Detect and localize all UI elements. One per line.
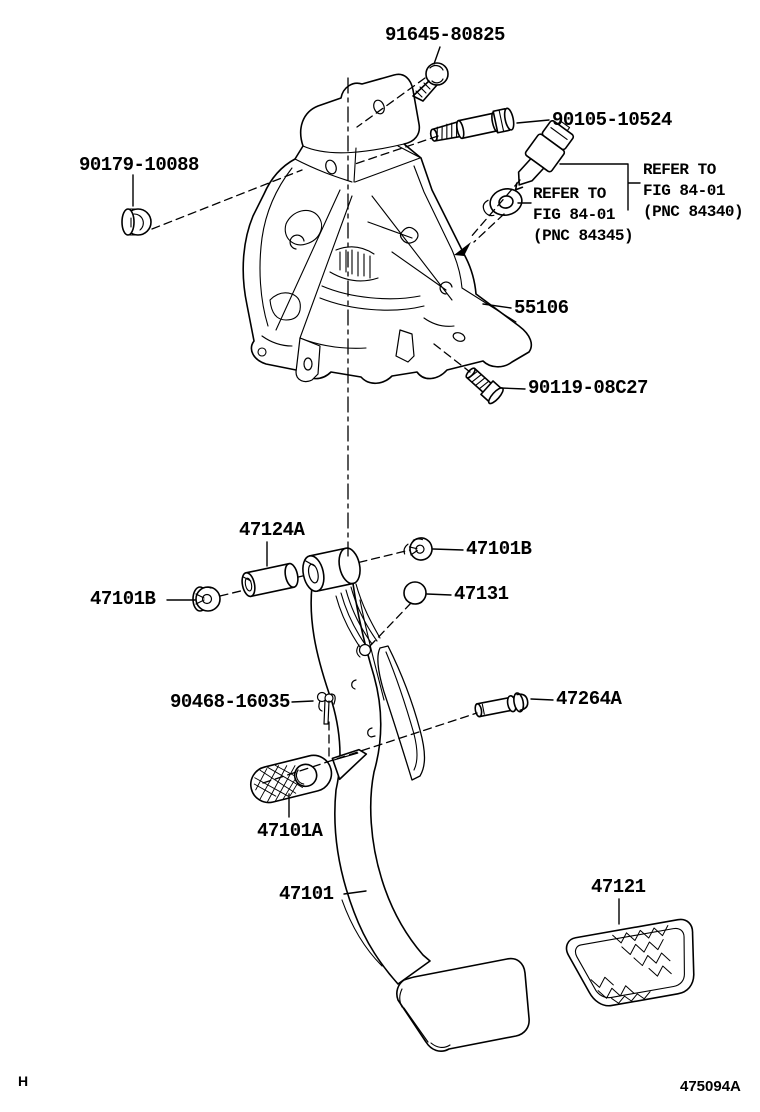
part-label-55106[interactable]: 55106: [514, 297, 569, 319]
pedal-pad-rubber-drawing: [565, 918, 703, 1012]
refer-note-line: FIG 84-01: [643, 182, 725, 200]
nut-90179-drawing: [122, 209, 151, 235]
part-label-90119-08C27[interactable]: 90119-08C27: [528, 377, 648, 399]
refer-note-pnc-84345: [533, 184, 633, 247]
refer-note-line: REFER TO: [533, 185, 606, 203]
bolt-90105-drawing: [429, 108, 516, 147]
bushing-47124A-drawing: [240, 562, 300, 597]
refer-note-pnc-84340: [643, 160, 743, 223]
ball-47131-drawing: [404, 582, 426, 604]
pedal-pad-plate-drawing: [397, 959, 529, 1052]
part-label-90179-10088[interactable]: 90179-10088: [79, 154, 199, 176]
clip-90468-drawing: [318, 693, 336, 725]
refer-note-line: REFER TO: [643, 161, 716, 179]
part-label-47131[interactable]: 47131: [454, 583, 509, 605]
refer-note-line: (PNC 84340): [643, 203, 744, 221]
figure-code: 475094A: [680, 1078, 741, 1095]
refer-note-line: FIG 84-01: [533, 206, 615, 224]
pin-47264A-drawing: [474, 691, 530, 720]
part-label-47101A[interactable]: 47101A: [257, 820, 323, 842]
part-label-47101B-upper[interactable]: 47101B: [466, 538, 532, 560]
part-label-47264A[interactable]: 47264A: [556, 688, 622, 710]
clip-47101B-right-drawing: [402, 536, 434, 563]
part-label-47101B-lower[interactable]: 47101B: [90, 588, 156, 610]
part-label-91645-80825[interactable]: 91645-80825: [385, 24, 505, 46]
part-label-47101[interactable]: 47101: [279, 883, 334, 905]
part-label-47121[interactable]: 47121: [591, 876, 646, 898]
refer-note-line: (PNC 84345): [533, 227, 634, 245]
page-mark: H: [18, 1073, 29, 1089]
bolt-91645-drawing: [413, 63, 448, 101]
pedal-support-bracket-drawing: [243, 74, 531, 383]
part-label-90105-10524[interactable]: 90105-10524: [552, 109, 672, 131]
part-label-90468-16035[interactable]: 90468-16035: [170, 691, 290, 713]
part-label-47124A[interactable]: 47124A: [239, 519, 305, 541]
clip-47101B-left-drawing: [193, 587, 220, 611]
